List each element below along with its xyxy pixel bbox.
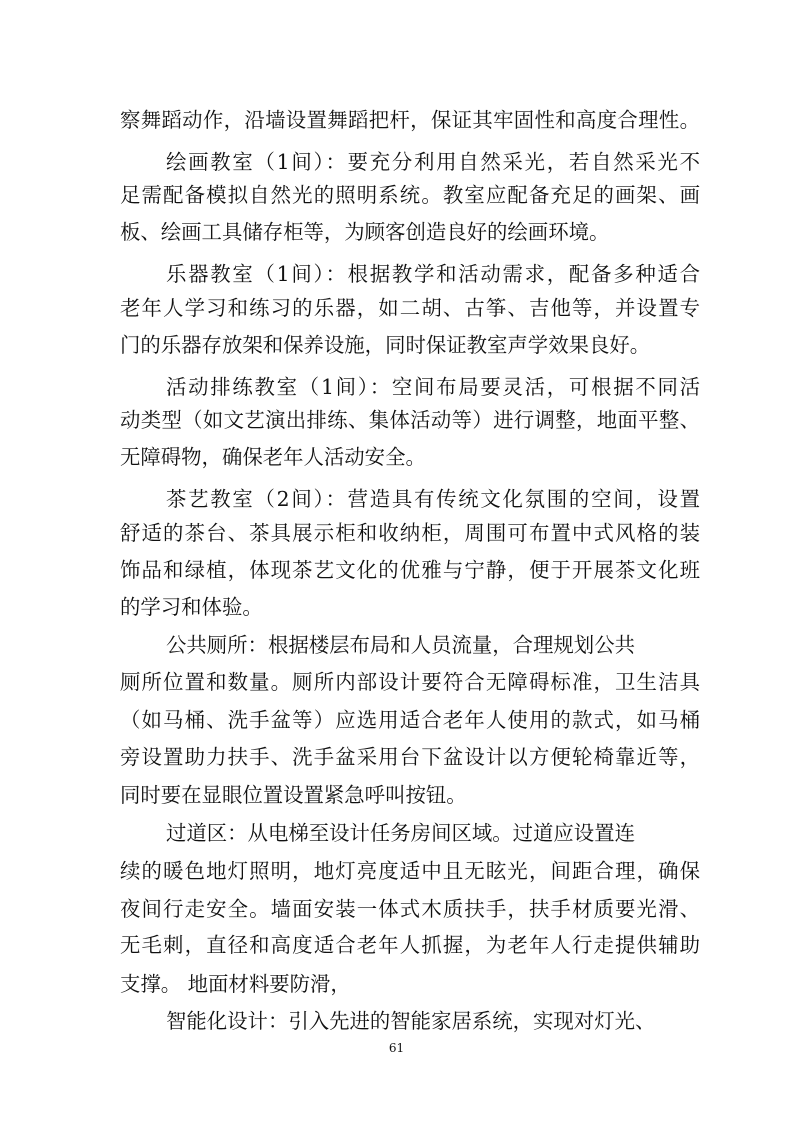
text-line: 绘画教室（1间）：要充分利用自然采光，若自然采光不 [166, 150, 700, 174]
text-line: 舒适的茶台、茶具展示柜和收纳柜，周围可布置中式风格的装 [120, 521, 700, 545]
text-line: 支撑。 地面材料要防滑， [120, 972, 351, 996]
text-line: 续的暖色地灯照明，地灯亮度适中且无眩光，间距合理，确保 [120, 859, 700, 883]
text-line: 无毛刺，直径和高度适合老年人抓握，为老年人行走提供辅助 [120, 933, 700, 957]
text-line: 乐器教室（1间）：根据教学和活动需求，配备多种适合 [166, 262, 700, 286]
text-line: 活动排练教室（1间）：空间布局要灵活，可根据不同活 [166, 375, 700, 399]
text-line: 的学习和体验。 [120, 595, 263, 619]
text-line: 过道区：从电梯至设计任务房间区域。过道应设置连 [166, 821, 635, 845]
text-line: （如马桶、洗手盆等）应选用适合老年人使用的款式，如马桶 [120, 708, 700, 732]
text-line: 饰品和绿植，体现茶艺文化的优雅与宁静，便于开展茶文化班 [120, 558, 700, 582]
text-line: 同时要在显眼位置设置紧急呼叫按钮。 [120, 783, 467, 807]
text-line: 公共厕所：根据楼层布局和人员流量，合理规划公共 [166, 633, 635, 657]
text-line: 门的乐器存放架和保养设施，同时保证教室声学效果良好。 [120, 333, 651, 357]
text-line: 察舞蹈动作，沿墙设置舞蹈把杆，保证其牢固性和高度合理性。 [120, 108, 700, 132]
text-line: 板、绘画工具储存柜等，为顾客创造良好的绘画环境。 [120, 220, 610, 244]
page-number: 61 [388, 1041, 405, 1055]
text-line: 智能化设计：引入先进的智能家居系统，实现对灯光、 [166, 1009, 656, 1033]
text-line: 厕所位置和数量。厕所内部设计要符合无障碍标准，卫生洁具 [120, 670, 700, 694]
text-line: 足需配备模拟自然光的照明系统。教室应配备充足的画架、画 [120, 183, 700, 207]
text-line: 动类型（如文艺演出排练、集体活动等）进行调整，地面平整、 [120, 408, 700, 432]
text-line: 旁设置助力扶手、洗手盆采用台下盆设计以方便轮椅靠近等， [120, 745, 700, 769]
text-line: 无障碍物，确保老年人活动安全。 [120, 445, 426, 469]
text-line: 老年人学习和练习的乐器，如二胡、古筝、吉他等，并设置专 [120, 296, 700, 320]
text-line: 夜间行走安全。墙面安装一体式木质扶手，扶手材质要光滑、 [120, 897, 700, 921]
text-line: 茶艺教室（2间）：营造具有传统文化氛围的空间，设置 [166, 487, 700, 511]
